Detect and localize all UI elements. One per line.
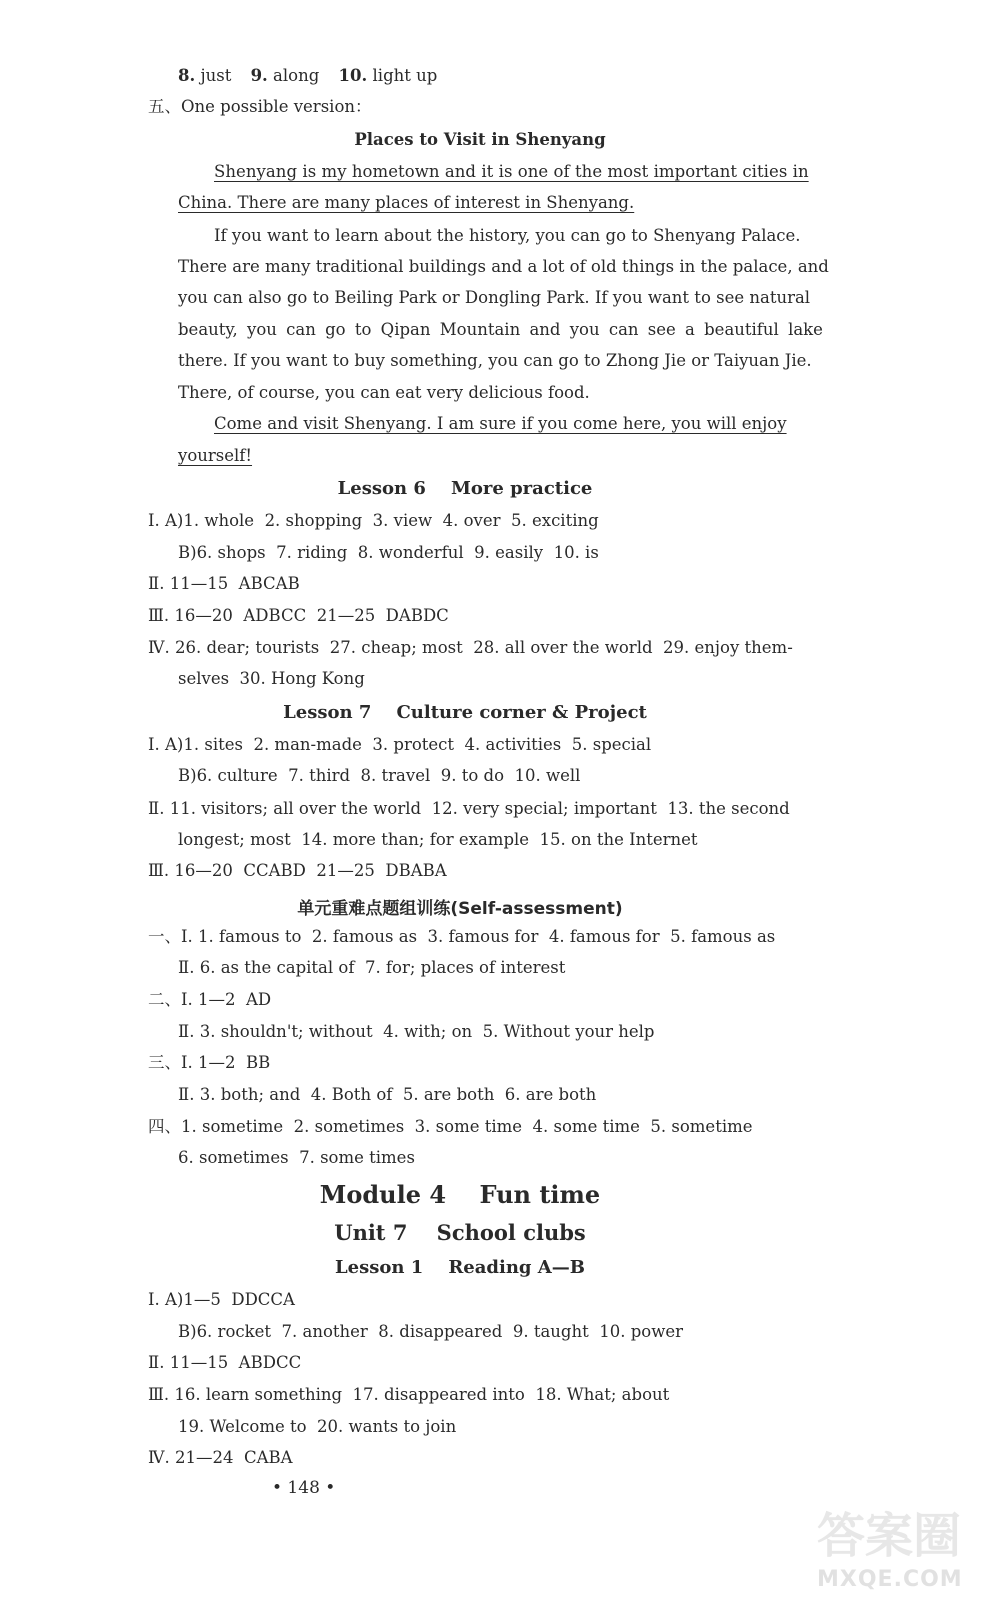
answer-line: Ⅱ. 11—15 ABDCC (148, 1353, 302, 1372)
answer-line: Ⅲ. 16. learn something 17. disappeared into 18. What; about (148, 1385, 670, 1404)
essay-line: Come and visit Shenyang. I am sure if you come here, you will enjoy (214, 414, 787, 433)
num: 8. (178, 66, 196, 85)
answer-line: selves 30. Hong Kong (178, 669, 365, 688)
answer-line: 19. Welcome to 20. wants to join (178, 1417, 457, 1436)
page-number: • 148 • (272, 1478, 336, 1498)
answer-line: Ⅱ. 11. visitors; all over the world 12. very special; important 13. the second (148, 799, 790, 818)
answer-line: Ⅱ. 3. both; and 4. Both of 5. are both 6. are both (178, 1085, 597, 1104)
num: 9. (250, 66, 268, 85)
self-assessment-title: 单元重难点题组训练(Self-assessment) (297, 899, 623, 919)
answer-line: Ⅰ. A)1. whole 2. shopping 3. view 4. over 5. exciting (148, 511, 599, 530)
essay-line: Shenyang is my hometown and it is one of the most important cities in (214, 162, 809, 181)
section-five-heading: 五、One possible version： (148, 97, 372, 116)
answer-line: Ⅱ. 3. shouldn't; without 4. with; on 5. Without your help (178, 1022, 655, 1041)
answer-line: Ⅰ. A)1—5 DDCCA (148, 1290, 295, 1309)
answer-line: longest; most 14. more than; for example 15. on the Internet (178, 830, 698, 849)
answer-line-8-10 (178, 66, 437, 86)
answer-line: 一、Ⅰ. 1. famous to 2. famous as 3. famous for 4. famous for 5. famous as (148, 927, 776, 946)
answer-line: Ⅱ. 6. as the capital of 7. for; places of interest (178, 958, 566, 977)
unit-title: Unit 7 School clubs (334, 1220, 586, 1245)
answer-line: 二、Ⅰ. 1—2 AD (148, 990, 272, 1009)
essay-line: There are many traditional buildings and a lot of old things in the palace, and (178, 257, 829, 276)
essay-line: yourself! (178, 446, 253, 465)
essay-line: beauty, you can go to Qipan Mountain and you can see a beautiful lake (178, 320, 823, 339)
module-title: Module 4 Fun time (319, 1180, 601, 1209)
ans: light up (367, 66, 438, 85)
essay-line: China. There are many places of interest in Shenyang. (178, 193, 635, 212)
essay-title: Places to Visit in Shenyang (354, 130, 606, 149)
watermark (817, 1497, 982, 1592)
watermark-logo: 答案圈 (817, 1508, 962, 1564)
essay-line: If you want to learn about the history, you can go to Shenyang Palace. (214, 226, 801, 245)
answer-line: Ⅳ. 21—24 CABA (148, 1448, 293, 1467)
answer-line: 三、Ⅰ. 1—2 BB (148, 1053, 271, 1072)
lesson6-title: Lesson 6 More practice (337, 478, 593, 499)
answer-line: B)6. shops 7. riding 8. wonderful 9. easily 10. is (178, 543, 599, 562)
answer-line: 四、1. sometime 2. sometimes 3. some time 4. some time 5. sometime (148, 1117, 753, 1136)
answer-line: Ⅳ. 26. dear; tourists 27. cheap; most 28. all over the world 29. enjoy them- (148, 638, 793, 657)
answer-line: Ⅱ. 11—15 ABCAB (148, 574, 300, 593)
answer-line: 6. sometimes 7. some times (178, 1148, 415, 1167)
num: 10. (338, 66, 368, 85)
answer-line: Ⅲ. 16—20 CCABD 21—25 DBABA (148, 861, 447, 880)
ans: just (195, 66, 237, 85)
watermark-site: MXQE.COM (817, 1567, 963, 1592)
answer-line: B)6. culture 7. third 8. travel 9. to do 10. well (178, 766, 581, 785)
lesson1-title: Lesson 1 Reading A—B (335, 1257, 585, 1278)
answer-line: Ⅲ. 16—20 ADBCC 21—25 DABDC (148, 606, 449, 625)
answer-line: B)6. rocket 7. another 8. disappeared 9. taught 10. power (178, 1322, 683, 1341)
essay-line: There, of course, you can eat very delicious food. (178, 383, 590, 402)
ans: along (267, 66, 325, 85)
essay-line: you can also go to Beiling Park or Dongling Park. If you want to see natural (178, 288, 811, 307)
lesson7-title: Lesson 7 Culture corner & Project (283, 702, 647, 723)
answer-line: Ⅰ. A)1. sites 2. man-made 3. protect 4. activities 5. special (148, 735, 652, 754)
essay-line: there. If you want to buy something, you can go to Zhong Jie or Taiyuan Jie. (178, 351, 812, 370)
